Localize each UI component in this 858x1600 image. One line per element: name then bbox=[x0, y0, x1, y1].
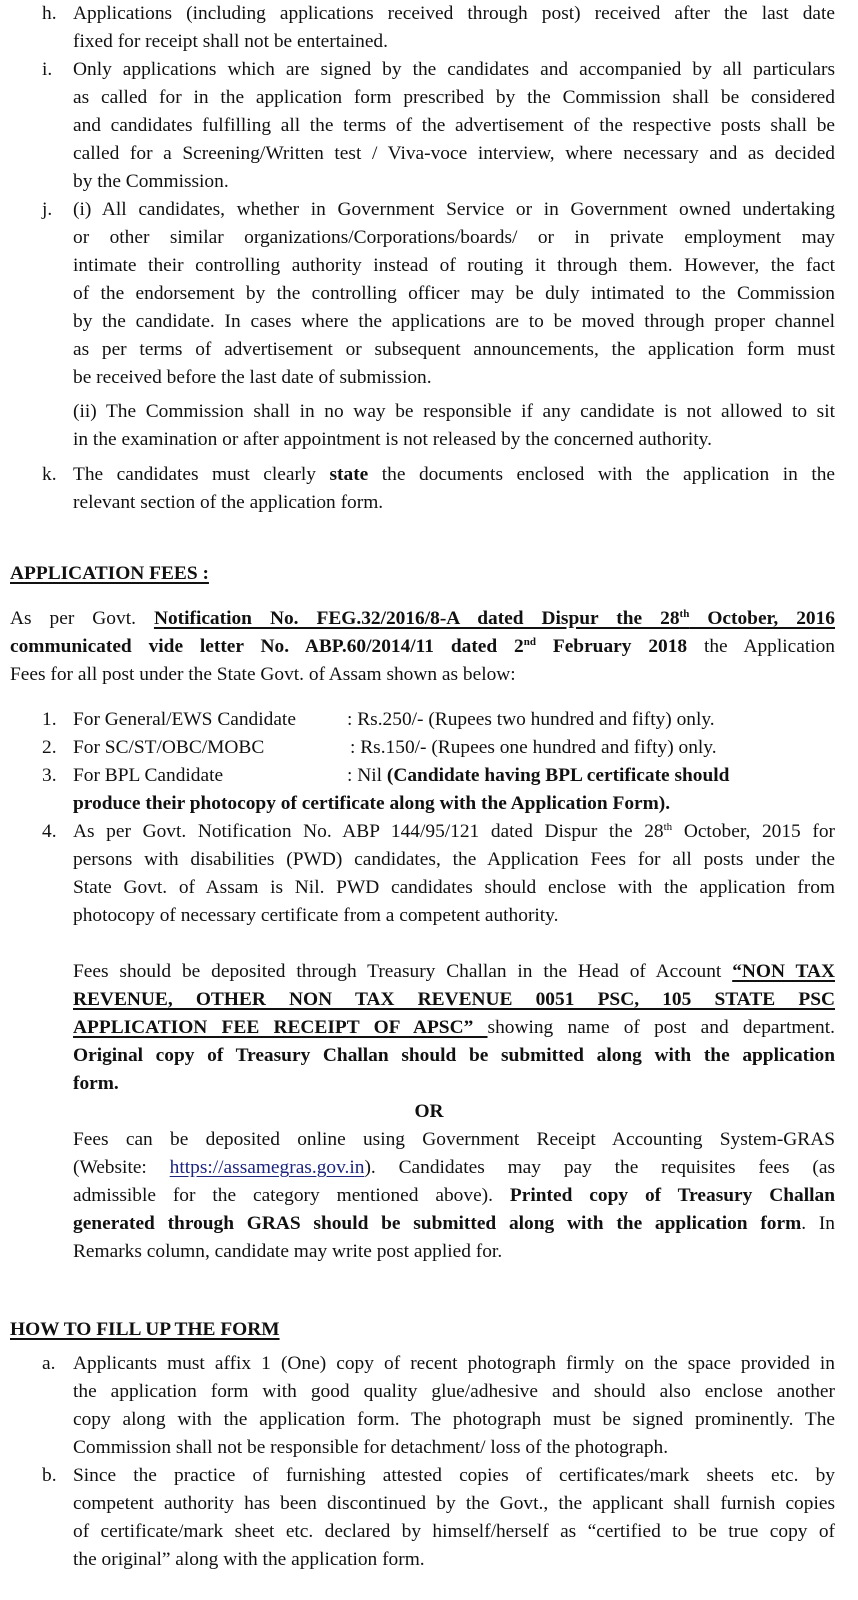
text-line: copy along with the application form. The photograph must be signed prominently. The bbox=[73, 1409, 835, 1430]
text-line: in the examination or after appointment is not released by the concerned authority. bbox=[73, 429, 712, 450]
text-line: Fees for all post under the State Govt. of Assam shown as below: bbox=[10, 664, 516, 685]
text-line: by the candidate. In cases where the applications are to be moved through proper channel bbox=[73, 311, 835, 332]
text-line: competent authority has been discontinued by the Govt., the applicant shall furnish copies bbox=[73, 1493, 835, 1514]
list-marker: k. bbox=[42, 464, 57, 485]
text-line: Fees should be deposited through Treasury Challan in the Head of Account “NON TAX bbox=[73, 961, 835, 982]
text-line: Remarks column, candidate may write post applied for. bbox=[73, 1241, 503, 1262]
text-line: Applicants must affix 1 (One) copy of recent photograph firmly on the space provided in bbox=[73, 1353, 835, 1374]
text-line: Since the practice of furnishing attested copies of certificates/mark sheets etc. by bbox=[73, 1465, 835, 1486]
list-marker: a. bbox=[42, 1353, 56, 1374]
text-line: communicated vide letter No. ABP.60/2014/11 dated 2nd February 2018 the Application bbox=[10, 636, 835, 657]
text-line: Original copy of Treasury Challan should be submitted along with the application bbox=[73, 1045, 835, 1066]
text-line: generated through GRAS should be submitted along with the application form. In bbox=[73, 1213, 835, 1234]
list-marker: 4. bbox=[42, 821, 57, 842]
list-marker: i. bbox=[42, 59, 53, 80]
text-line: APPLICATION FEE RECEIPT OF APSC” showing name of post and department. bbox=[73, 1017, 835, 1038]
fee-amount: : Nil (Candidate having BPL certificate should bbox=[347, 765, 730, 786]
text-line: Applications (including applications received through post) received after the last date bbox=[73, 3, 835, 24]
text-line: Only applications which are signed by the candidates and accompanied by all particulars bbox=[73, 59, 835, 80]
text-line: or other similar organizations/Corporations/boards/ or in private employment may bbox=[73, 227, 835, 248]
text-line: intimate their controlling authority instead of routing it through them. However, the fact bbox=[73, 255, 835, 276]
list-marker: h. bbox=[42, 3, 57, 24]
text-line: be received before the last date of submission. bbox=[73, 367, 432, 388]
fee-category: For BPL Candidate bbox=[73, 765, 224, 786]
text-line: relevant section of the application form. bbox=[73, 492, 384, 513]
list-marker: b. bbox=[42, 1465, 57, 1486]
application-fees-heading: APPLICATION FEES : bbox=[10, 563, 209, 584]
fee-category: For SC/ST/OBC/MOBC bbox=[73, 737, 265, 758]
fees-intro bbox=[10, 605, 835, 689]
text-line: As per Govt. Notification No. FEG.32/2016/8-A dated Dispur the 28th October, 2016 bbox=[10, 608, 836, 629]
text-line: of certificate/mark sheet etc. declared by himself/herself as “certified to be true copy of bbox=[73, 1521, 835, 1542]
gras-website-link[interactable]: https://assamegras.gov.in bbox=[169, 1157, 365, 1178]
text-line: As per Govt. Notification No. ABP 144/95/121 dated Dispur the 28th October, 2015 for bbox=[73, 821, 835, 842]
fee-amount: : Rs.250/- (Rupees two hundred and fifty) only. bbox=[347, 709, 715, 730]
fee-category: For General/EWS Candidate bbox=[73, 709, 296, 730]
list-marker: j. bbox=[42, 199, 53, 220]
text-line: and candidates fulfilling all the terms of the advertisement of the respective posts shall be bbox=[73, 115, 835, 136]
or-separator: OR bbox=[414, 1101, 444, 1122]
text-line: (Website: https://assamegras.gov.in). Candidates may pay the requisites fees (as bbox=[73, 1157, 835, 1178]
text-line: form. bbox=[73, 1073, 119, 1094]
text-line: photocopy of necessary certificate from a competent authority. bbox=[73, 905, 559, 926]
text-line: fixed for receipt shall not be entertained. bbox=[73, 31, 388, 52]
how-to-fill-heading: HOW TO FILL UP THE FORM bbox=[10, 1319, 280, 1340]
text-line: (i) All candidates, whether in Government Service or in Government owned undertaking bbox=[73, 199, 835, 220]
text-line: called for a Screening/Written test / Viva-voce interview, where necessary and as decided bbox=[73, 143, 835, 164]
text-line: Commission shall not be responsible for detachment/ loss of the photograph. bbox=[73, 1437, 669, 1458]
text-line: State Govt. of Assam is Nil. PWD candidates should enclose with the application from bbox=[73, 877, 835, 898]
text-line: (ii) The Commission shall in no way be responsible if any candidate is not allowed to sit bbox=[73, 401, 835, 422]
fee-amount: : Rs.150/- (Rupees one hundred and fifty) only. bbox=[350, 737, 717, 758]
text-line: as per terms of advertisement or subsequent announcements, the application form must bbox=[73, 339, 835, 360]
text-line: by the Commission. bbox=[73, 171, 229, 192]
text-line: Fees can be deposited online using Government Receipt Accounting System-GRAS bbox=[73, 1129, 835, 1150]
text-line: persons with disabilities (PWD) candidates, the Application Fees for all posts under the bbox=[73, 849, 835, 870]
text-line: of the endorsement by the controlling officer may be duly intimated to the Commission bbox=[73, 283, 835, 304]
text-line: as called for in the application form prescribed by the Commission shall be considered bbox=[73, 87, 835, 108]
text-line: The candidates must clearly state the documents enclosed with the application in the bbox=[73, 464, 836, 485]
text-line: REVENUE, OTHER NON TAX REVENUE 0051 PSC, 105 STATE PSC bbox=[73, 989, 835, 1010]
text-line: the application form with good quality glue/adhesive and should also enclose another bbox=[73, 1381, 835, 1402]
text-line: the original” along with the application form. bbox=[73, 1549, 425, 1570]
text-line: admissible for the category mentioned above). Printed copy of Treasury Challan bbox=[73, 1185, 835, 1206]
